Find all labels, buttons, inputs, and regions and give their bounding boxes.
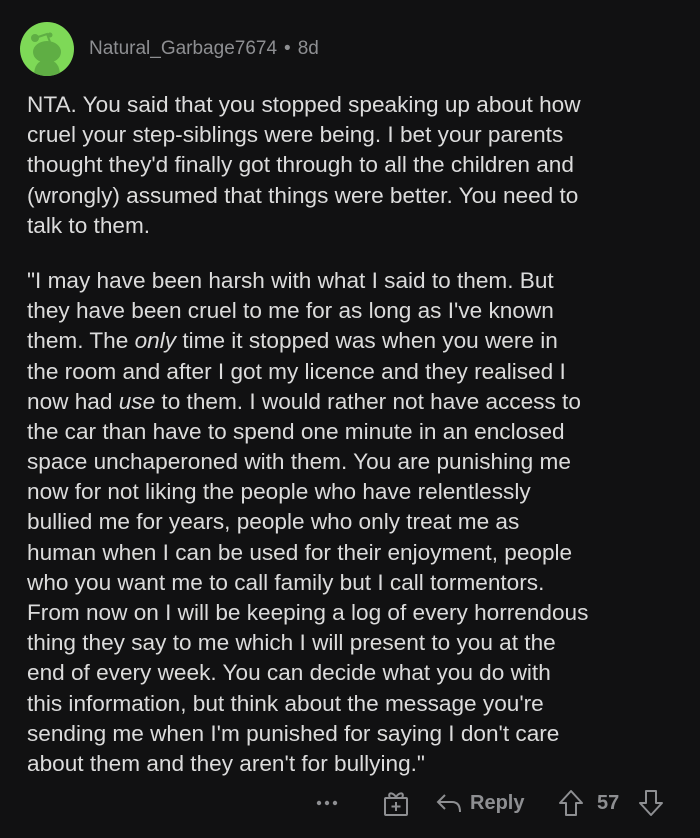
downvote-button[interactable] xyxy=(638,786,664,820)
avatar[interactable] xyxy=(20,22,74,76)
text-segment: them. The xyxy=(27,328,135,354)
text-line xyxy=(27,749,588,779)
more-horizontal-icon xyxy=(316,800,338,806)
meta-separator: • xyxy=(284,38,291,59)
reply-arrow-icon xyxy=(436,792,462,814)
italic-text: use xyxy=(118,388,156,414)
text-segment: end of every week. You can decide what you do with xyxy=(27,660,551,686)
text-segment: talk to them. xyxy=(27,212,151,238)
text-line xyxy=(27,357,588,387)
text-segment: to them. I would rather not have access to xyxy=(155,388,581,414)
text-segment: now had xyxy=(27,388,119,414)
text-line xyxy=(27,296,588,326)
text-segment: now for not liking the people who have relentlessly xyxy=(27,479,531,505)
text-segment: about them and they aren't for bullying." xyxy=(27,750,425,776)
award-button[interactable] xyxy=(382,786,410,820)
reply-button[interactable] xyxy=(436,786,524,820)
text-segment: From now on I will be keeping a log of every horrendous xyxy=(27,600,589,625)
author-name[interactable]: Natural_Garbage7674 xyxy=(89,38,278,59)
text-line xyxy=(27,417,588,447)
text-segment: bullied me for years, people who only treat me as xyxy=(27,509,520,535)
vote-score: 57 xyxy=(597,791,620,814)
text-segment: cruel your step-siblings were being. I bet your parents xyxy=(27,122,564,148)
downvote-arrow-icon xyxy=(638,789,664,817)
comment-paragraph xyxy=(27,90,588,241)
text-line xyxy=(27,387,588,417)
text-line xyxy=(27,658,588,688)
comment-body xyxy=(27,90,588,779)
gift-icon xyxy=(382,789,410,817)
text-line xyxy=(27,507,588,537)
text-segment: (wrongly) assumed that things were better. You need to xyxy=(27,182,579,208)
text-line xyxy=(27,326,588,356)
text-line xyxy=(27,266,588,296)
upvote-arrow-icon xyxy=(558,789,584,817)
text-line xyxy=(27,628,588,658)
text-segment: sending me when I'm punished for saying I don't care xyxy=(27,720,560,746)
more-options-button[interactable] xyxy=(316,786,338,820)
text-line xyxy=(27,150,588,180)
text-segment: this information, but think about the message you're xyxy=(27,690,544,716)
text-line xyxy=(27,719,588,749)
text-segment: thought they'd finally got through to all the children and xyxy=(27,152,574,178)
text-line xyxy=(27,90,588,120)
text-segment: the room and after I got my licence and they realised I xyxy=(27,358,566,384)
text-segment: time it stopped was when you were in xyxy=(176,328,558,354)
italic-text: only xyxy=(134,328,177,354)
text-line xyxy=(27,181,588,211)
text-line xyxy=(27,477,588,507)
text-segment: NTA. You said that you stopped speaking up about how xyxy=(27,92,581,117)
text-line xyxy=(27,598,588,628)
comment-header xyxy=(20,22,319,76)
text-segment: thing they say to me which I will present to you at the xyxy=(27,630,556,656)
text-segment: who you want me to call family but I call tormentors. xyxy=(27,569,545,595)
text-line xyxy=(27,568,588,598)
text-line xyxy=(27,538,588,568)
snoo-avatar-icon xyxy=(20,22,74,76)
text-line xyxy=(27,447,588,477)
upvote-button[interactable] xyxy=(558,786,584,820)
paragraph-gap xyxy=(27,241,588,266)
text-line xyxy=(27,689,588,719)
text-segment: human when I can be used for their enjoyment, people xyxy=(27,539,573,565)
text-segment: the car than have to spend one minute in an enclosed xyxy=(27,418,565,444)
comment-paragraph xyxy=(27,266,588,779)
comment-actions xyxy=(0,786,700,820)
text-segment: they have been cruel to me for as long as I've known xyxy=(27,298,554,324)
text-segment: "I may have been harsh with what I said to them. But xyxy=(27,267,554,293)
text-segment: space unchaperoned with them. You are punishing me xyxy=(27,449,571,475)
text-line xyxy=(27,120,588,150)
reply-label: Reply xyxy=(470,791,525,814)
comment-age: 8d xyxy=(297,38,319,59)
text-line xyxy=(27,211,588,241)
